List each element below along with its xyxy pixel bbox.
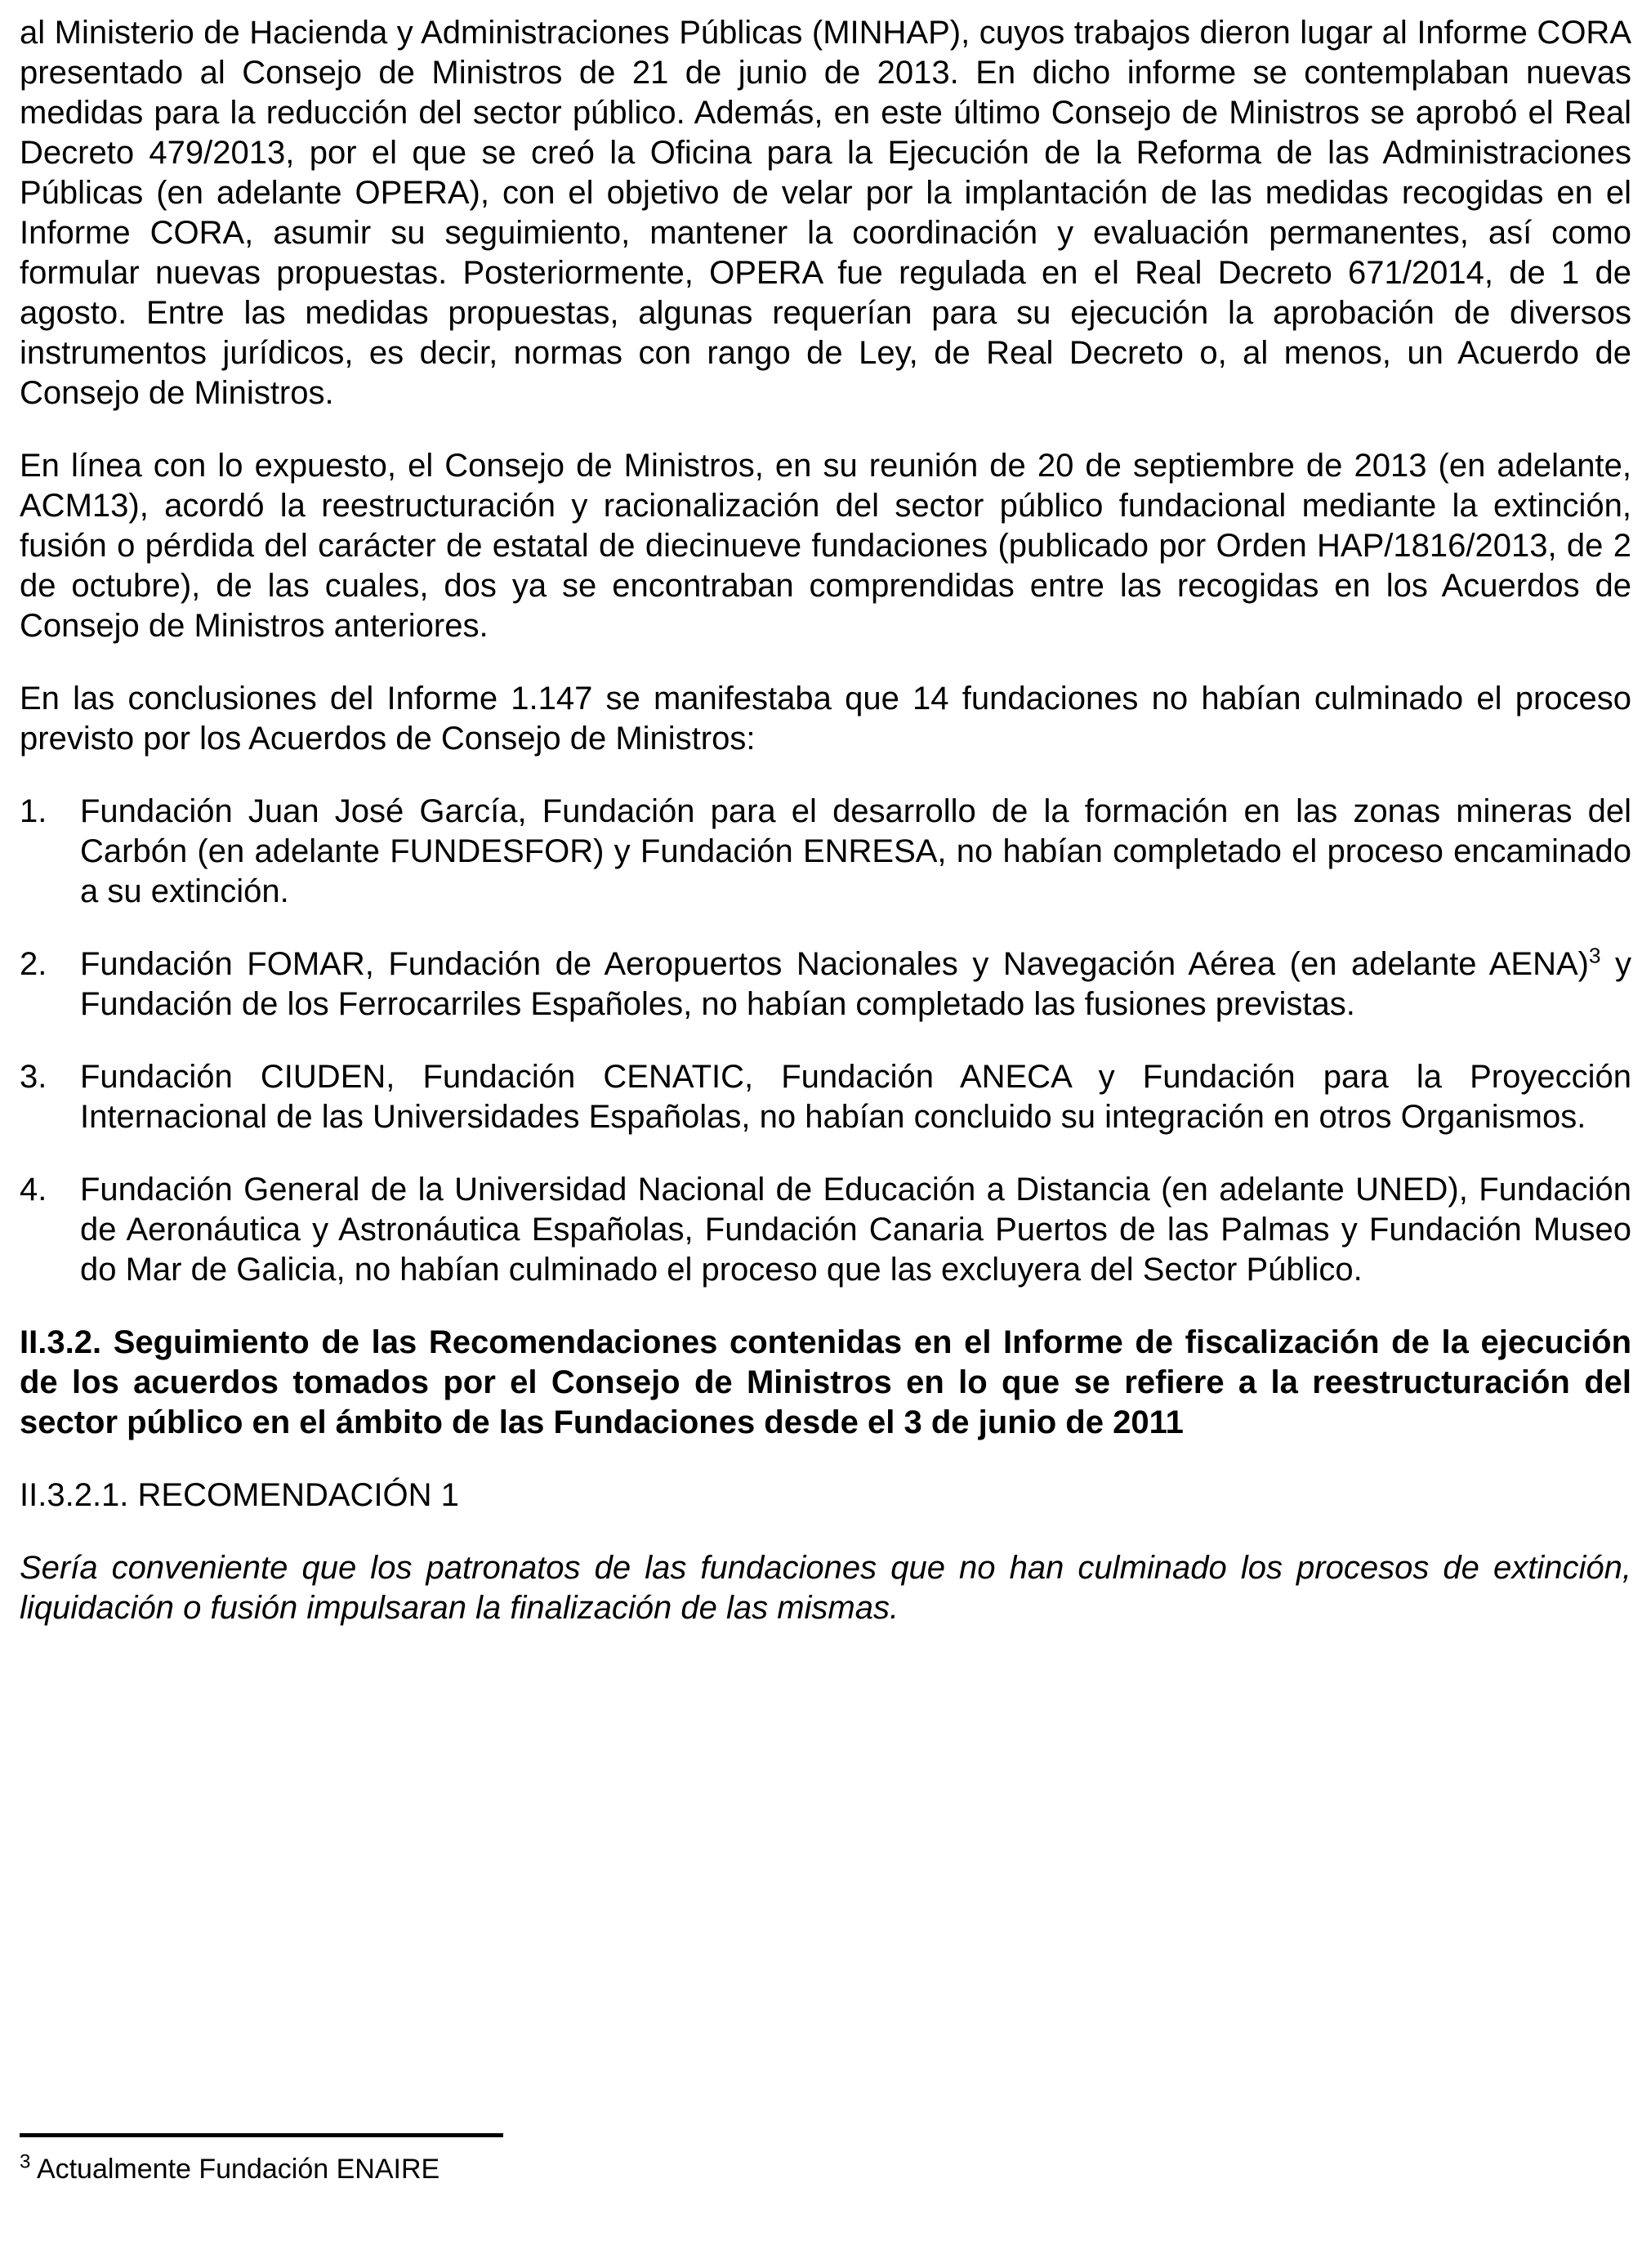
list-item-text: Fundación FOMAR, Fundación de Aeropuertos Nacionales y Navegación Aérea (en adelante AENA) [80,946,1589,982]
footnote-text: Actualmente Fundación ENAIRE [36,2154,440,2185]
list-item-text: Fundación General de la Universidad Nacional de Educación a Distancia (en adelante UNED), Fundación de Aeronáutica y Astronáutica Españolas, Fundación Canaria Puertos de las Palmas y Fundación Museo do Mar de Galicia, no habían culminado el proceso que las excluyera del Sector Público. [80,1172,1631,1288]
footnote-area [20,2133,1631,2268]
foundations-numbered-list [20,792,1631,1323]
list-item-number: 3. [20,1059,47,1095]
paragraph-minhap-cora: al Ministerio de Hacienda y Administraciones Públicas (MINHAP), cuyos trabajos dieron lugar al Informe CORA presentado al Consejo de Ministros de 21 de junio de 2013. En dicho informe se contemplaban nuevas medidas para la reducción del sector público. Además, en este último Consejo de Ministros se aprobó el Real Decreto 479/2013, por el que se creó la Oficina para la Ejecución de la Reforma de las Administraciones Públicas (en adelante OPERA), con el objetivo de velar por la implantación de las medidas recogidas en el Informe CORA, asumir su seguimiento, mantener la coordinación y evaluación permanentes, así como formular nuevas propuestas. Posteriormente, OPERA fue regulada en el Real Decreto 671/2014, de 1 de agosto. Entre las medidas propuestas, algunas requerían para su ejecución la aprobación de diversos instrumentos jurídicos, es decir, normas con rango de Ley, de Real Decreto o, al menos, un Acuerdo de Consejo de Ministros. [20,15,1631,411]
list-item-text: Fundación CIUDEN, Fundación CENATIC, Fundación ANECA y Fundación para la Proyección Internacional de las Universidades Españolas, no habían concluido su integración en otros Organismos. [80,1059,1631,1135]
footnote-separator-rule [20,2133,503,2137]
list-item-number: 4. [20,1172,47,1208]
list-item-number: 1. [20,793,47,829]
paragraph-informe-1147: En las conclusiones del Informe 1.147 se manifestaba que 14 fundaciones no habían culminado el proceso previsto por los Acuerdos de Consejo de Ministros: [20,681,1631,757]
list-item-number: 2. [20,946,47,982]
footnote-reference: 3 [1589,943,1601,968]
list-item-text: Fundación Juan José García, Fundación para el desarrollo de la formación en las zonas mineras del Carbón (en adelante FUNDESFOR) y Fundación ENRESA, no habían completado el proceso encaminado a su extinción. [80,793,1631,909]
paragraph-acm13: En línea con lo expuesto, el Consejo de Ministros, en su reunión de 20 de septiembre de 2013 (en adelante, ACM13), acordó la reestructuración y racionalización del sector público fundacional mediante la extinción, fusión o pérdida del carácter de estatal de diecinueve fundaciones (publicado por Orden HAP/1816/2013, de 2 de octubre), de las cuales, dos ya se encontraban comprendidas entre las recogidas en los Acuerdos de Consejo de Ministros anteriores. [20,448,1631,644]
recommendation-text: Sería conveniente que los patronatos de las fundaciones que no han culminado los procesos de extinción, liquidación o fusión impulsaran la finalización de las mismas. [20,1550,1631,1626]
footnote-marker: 3 [20,2150,31,2173]
footnote [20,2152,1631,2186]
list-item [20,1057,1631,1137]
list-item [20,792,1631,912]
list-item-text-continued: y Fundación de los Ferrocarriles Españoles, no habían completado las fusiones previstas. [80,946,1631,1022]
list-item [20,1170,1631,1290]
sub-heading-recomendacion-1: II.3.2.1. RECOMENDACIÓN 1 [20,1477,459,1513]
section-heading-II-3-2: II.3.2. Seguimiento de las Recomendaciones contenidas en el Informe de fiscalización de la ejecución de los acuerdos tomados por el Consejo de Ministros en lo que se refiere a la reestructuración del sector público en el ámbito de las Fundaciones desde el 3 de junio de 2011 [20,1324,1631,1440]
list-item [20,944,1631,1025]
